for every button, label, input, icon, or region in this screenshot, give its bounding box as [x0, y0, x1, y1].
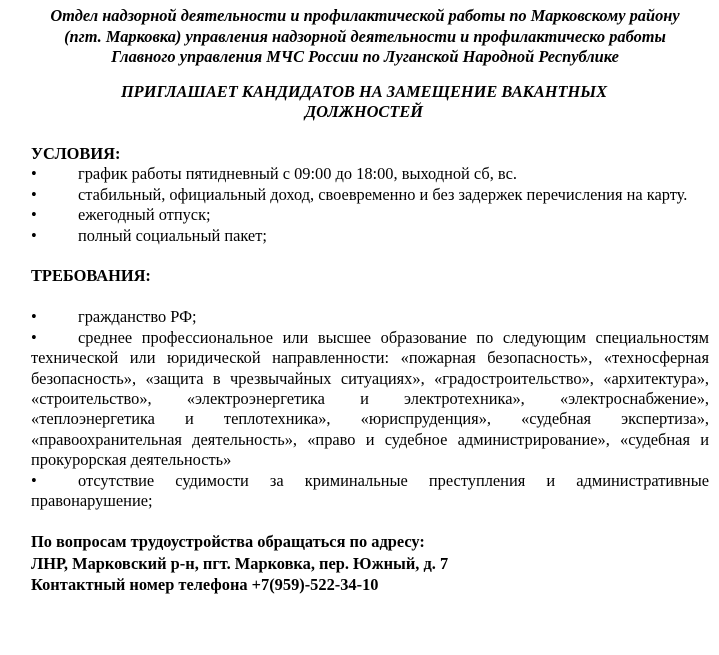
bullet-icon: • — [31, 307, 37, 327]
list-item — [31, 307, 709, 327]
list-item-text: стабильный, официальный доход, своевременно и без задержек перечисления на карту. — [78, 184, 688, 204]
list-item-text: ежегодный отпуск; — [78, 205, 211, 225]
list-item — [31, 471, 709, 512]
list-item — [31, 185, 709, 205]
conditions-title: УСЛОВИЯ: — [31, 143, 121, 163]
list-item-text: среднее профессиональное или высшее образование по следующим специальностям технической или юридической направленности: «пожарная безопасность», «техносферная безопасность», «защита в чрезвычайных ситуациях», «градостроительство», «архитектура», «строительство», «электроэнергетика и электротехника», «электроснабжение», «теплоэнергетика и теплотехника», «юриспруденция», «судебная экспертиза», «правоохранительная деятельность», «право и судебное администрирование», «судебная и прокурорская деятельность» — [31, 327, 709, 470]
list-item-text: гражданство РФ; — [78, 307, 197, 327]
contact-block — [31, 531, 709, 595]
conditions-list — [31, 164, 709, 246]
department-header: Отдел надзорной деятельности и профилактической работы по Марковскому району (пгт. Марковка) управления надзорной деятельности и профилактическо работы Главного управления МЧС России по Луганской Народной Республике — [50, 6, 680, 67]
list-item-text: график работы пятидневный с 09:00 до 18:00, выходной сб, вс. — [78, 164, 517, 184]
invite-heading-line-2: ДОЛЖНОСТЕЙ — [304, 102, 424, 122]
bullet-icon: • — [31, 470, 37, 490]
bullet-icon: • — [31, 225, 37, 245]
requirements-list — [31, 307, 709, 511]
bullet-icon: • — [31, 205, 37, 225]
bullet-icon: • — [31, 164, 37, 184]
contact-intro: По вопросам трудоустройства обращаться по адресу: — [31, 532, 425, 552]
list-item-text: отсутствие судимости за криминальные преступления и административные правонарушение; — [31, 470, 709, 511]
invite-heading — [31, 82, 709, 123]
list-item — [31, 164, 709, 184]
list-item — [31, 328, 709, 471]
list-item — [31, 226, 709, 246]
contact-phone: Контактный номер телефона +7(959)-522-34-10 — [31, 575, 379, 595]
bullet-icon: • — [31, 327, 37, 347]
list-item-text: полный социальный пакет; — [78, 225, 267, 245]
bullet-icon: • — [31, 184, 37, 204]
invite-heading-line-1: ПРИГЛАШАЕТ КАНДИДАТОВ НА ЗАМЕЩЕНИЕ ВАКАНТНЫХ — [120, 81, 608, 101]
requirements-title: ТРЕБОВАНИЯ: — [31, 266, 151, 285]
contact-address: ЛНР, Марковский р-н, пгт. Марковка, пер. Южный, д. 7 — [31, 553, 449, 573]
list-item — [31, 205, 709, 225]
